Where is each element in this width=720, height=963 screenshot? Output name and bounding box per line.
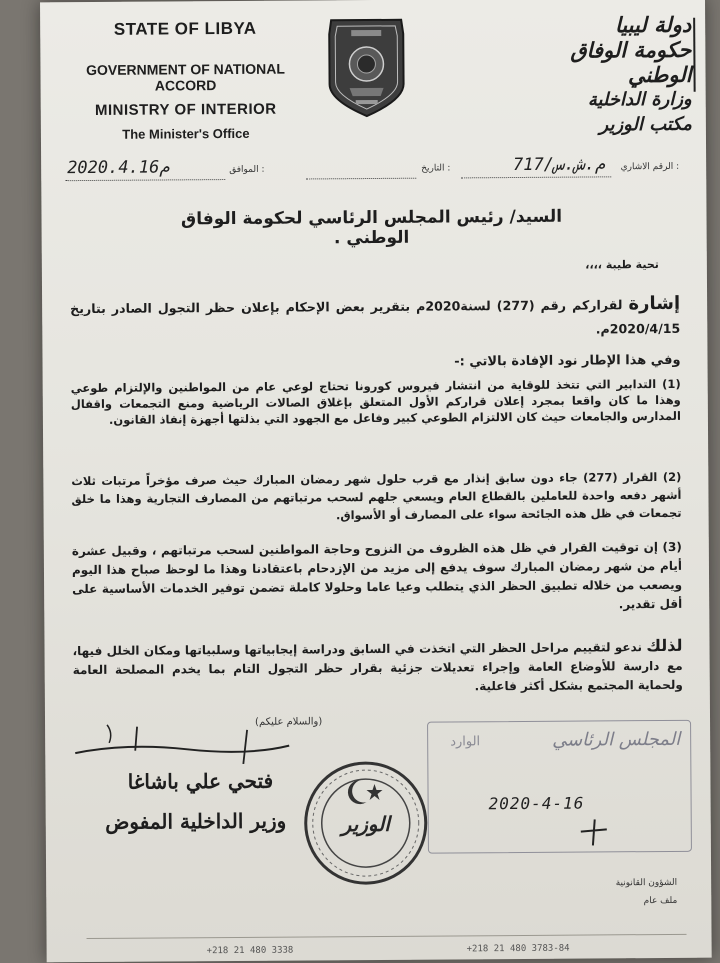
office-name-ar: مكتب الوزير	[599, 113, 692, 136]
ministry-badge-icon	[325, 16, 408, 121]
footer-contact-strip	[87, 934, 687, 963]
letter-page	[40, 0, 712, 962]
stamp-date: 2020-4-16	[488, 793, 585, 814]
paragraph-intro: وفي هذا الإطار نود الإفادة بالاتي :-	[454, 352, 681, 370]
date-label: التاريخ :	[421, 163, 451, 174]
english-letterhead	[70, 19, 301, 143]
paragraph-conclusion	[72, 636, 682, 699]
stamp-mark-icon	[579, 817, 609, 847]
ministry-name-en: MINISTRY OF INTERIOR	[94, 100, 277, 119]
lidhalik-word: لذلك	[646, 635, 683, 656]
lidhalik-text: ندعو لتقييم مراحل الحظر التي اتخذت في السابق ودراسة إيجابياتها وسلبياتها ومكان الخلل فيها، مع دارسة للأوضاع العامة وإجراء تعديلات جزئية بقرار حظر التجول التام بما يخدم المصلحة العامة ولحماية المجتمع بشكل أكثر فاعلية.	[72, 640, 683, 694]
footer-phone-1: +218 21 480 3338	[206, 945, 294, 957]
footer-phone-2: +218 21 480 3783-84	[466, 943, 570, 955]
footer-label-legal: الشؤون القانونية	[615, 877, 678, 889]
paragraph-reference	[70, 292, 680, 345]
state-name-ar: دولة ليبيا	[614, 11, 692, 38]
ref-dotted-line	[461, 176, 611, 178]
signatory-title: وزير الداخلية المفوض	[105, 808, 287, 834]
corresponding-dotted-line	[65, 179, 225, 181]
ref-value: م.ش.س/717	[512, 154, 606, 176]
seal-center-text: الوزير	[341, 811, 390, 837]
paragraph-item-3: (3) إن توقيت القرار في ظل هذه الظروف من النزوح وحاجة المواطنين لسحب مرتباتهم ، وقبيل عشرة أيام من شهر رمضان المبارك سوف يدفع إلى مزيد من الإزدحام باعتقادنا وهذا ما لوحظ صباح هذا اليوم ويصعب من خلاله تطبيق الحظر الذي يتطلب وعيا عاما وحلولا كاملة تضمن توفير الخدمات الأساسية على أقل تقدير.	[71, 539, 683, 612]
date-dotted-line	[306, 178, 416, 180]
reference-row	[61, 148, 691, 188]
state-name-en: STATE OF LIBYA	[113, 18, 257, 39]
letterhead-rule	[693, 18, 696, 92]
arabic-letterhead	[501, 12, 692, 138]
greeting: تحية طيبة ،،،،	[585, 258, 659, 272]
ishara-text: لقراركم رقم (277) لسنة2020م بتقرير بعض الإحكام بإعلان حظر التجول الصادر بتاريخ 2020/4/15م.	[70, 297, 681, 337]
paragraph-item-1: (1) التدابير التي تتخذ للوقاية من انتشار فيروس كورونا تحتاج لوعي عام من المواطنين والإلتزام طوعي وهذا ما كان واقعا بمجرد إعلان قراركم الأول المتعلق بإغلاق الصالات الرياضية ومنع التجمعات واقفال المدارس والجامعات حيث كان الالتزام الطوعي كبير وفاعل مع الجهود التي بذلتها أجهزة إنفاذ القانون.	[70, 376, 681, 427]
stamp-subtitle: الوارد	[450, 734, 481, 750]
stamp-title: المجلس الرئاسي	[551, 728, 681, 751]
government-name-ar: حكومة الوفاق الوطني	[570, 36, 692, 88]
ref-label: الرقم الاشاري :	[620, 161, 680, 173]
government-name-en: GOVERNMENT OF NATIONAL ACCORD	[86, 60, 285, 94]
corresponding-label: الموافق :	[229, 164, 265, 176]
ministry-name-ar: وزارة الداخلية	[587, 88, 692, 111]
ishara-word: إشارة	[628, 292, 681, 315]
signatory-name: فتحي علي باشاغا	[127, 768, 274, 794]
footer-label-general: ملف عام	[643, 895, 678, 907]
paragraph-item-2: (2) القرار (277) جاء دون سابق إنذار مع قرب حلول شهر رمضان المبارك حيث صرف مؤخراً مرتبات ثلاث أشهر دفعه واحدة للعاملين بالقطاع العام ويسعي جلهم لسحب مرتباتهم من المصارف التجارية وهذا ما خلق تجمعات في ظل هذه الجائحة سواء على المصارف أو الأسواق.	[71, 469, 682, 523]
office-name-en: The Minister's Office	[122, 125, 250, 142]
corresponding-value: 2020.4.16م	[67, 157, 170, 179]
addressee: السيد/ رئيس المجلس الرئاسي لحكومة الوفاق الوطني .	[180, 206, 563, 249]
closing-salutation: (والسلام عليكم)	[255, 716, 323, 728]
received-stamp	[427, 720, 692, 854]
